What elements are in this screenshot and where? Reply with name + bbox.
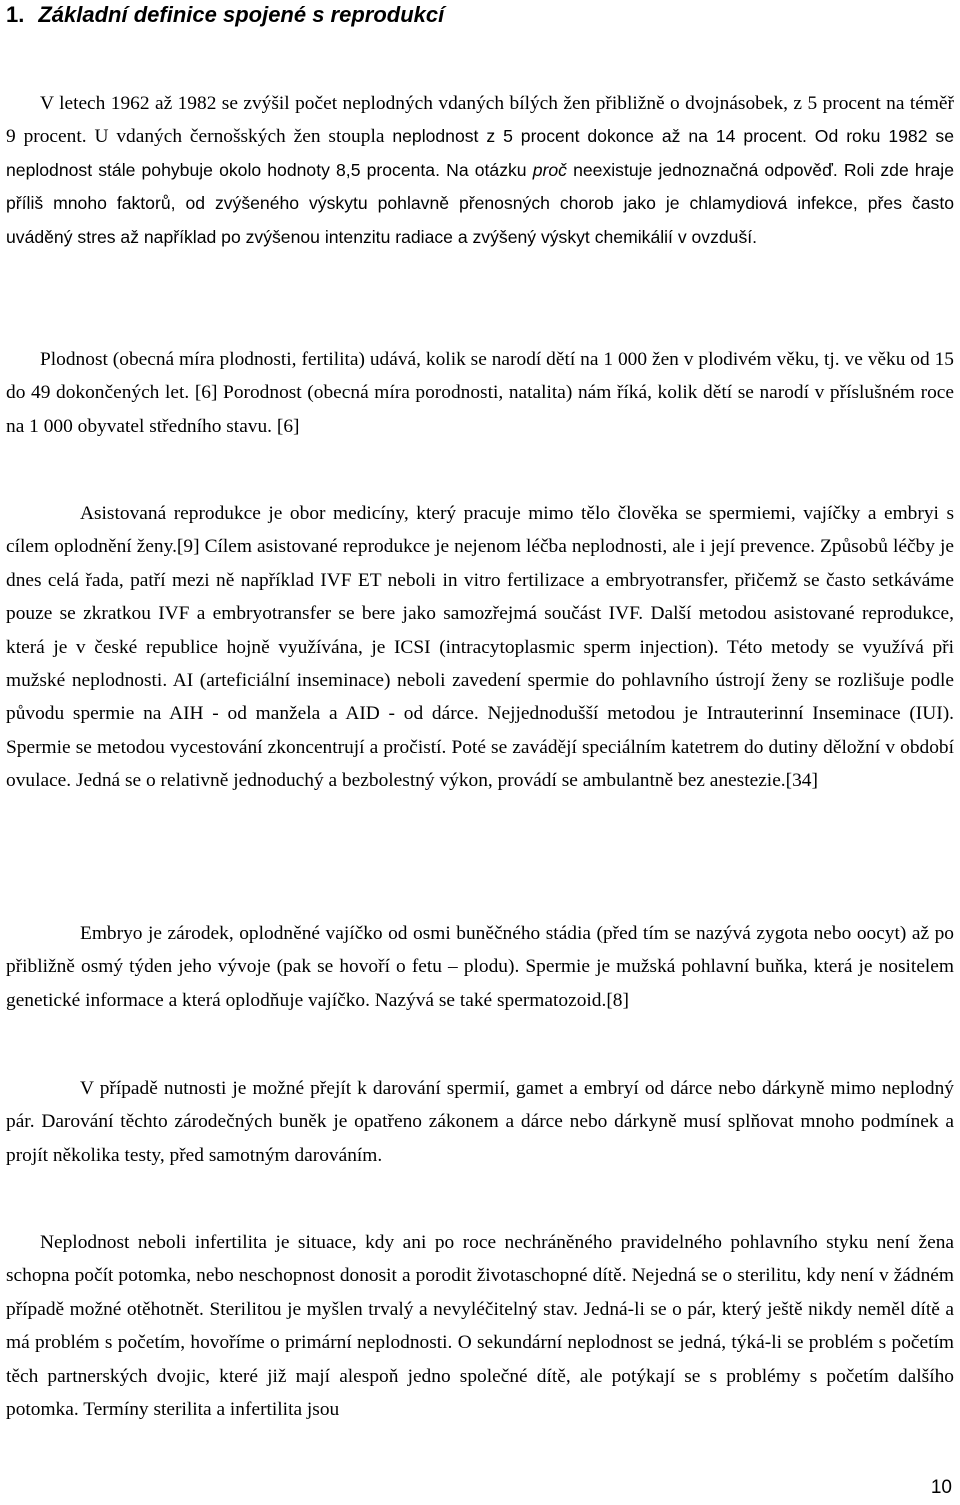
paragraph-fertility-definition — [6, 343, 954, 443]
paragraph-infertility-definition — [6, 1226, 954, 1426]
paragraph-text: Asistovaná reprodukce je obor medicíny, který pracuje mimo tělo člověka se spermiemi, vajíčky a embryi s cílem oplodnění ženy.[9] Cílem asistované reprodukce je nejenom léčba neplodnosti, ale i její prevence. Způsobů léčby je dnes celá řada, patří mezi ně například IVF ET neboli in vitro fertilizace a embryotransfer, přičemž se často setkáváme pouze se zkratkou IVF a embryotransfer se bere jako samozřejmá součást IVF. Další metodou asistované reprodukce, která je v české republice hojně využívána, je ICSI (intracytoplasmic sperm injection). Této metody se využívá při mužské neplodnosti. AI (arteficiální inseminace) neboli zavedení spermie do pohlavního ústrojí ženy se rozlišuje podle původu spermie na AIH - od manžela a AID - od dárce. Nejjednodušší metodou je Intrauterinní Inseminace (IUI). Spermie se metodou vycestování zkoncentrují a pročistí. Poté se zavádějí speciálním katetrem do dutiny děložní v období ovulace. Jedná se o relativně jednoduchý a bezbolestný výkon, provádí se ambulantně bez anestezie.[34] — [6, 503, 954, 792]
paragraph-text-part: neexistuje jednoznačná odpověď. Roli zde hraje příliš mnoho faktorů, od zvýšeného výskytu pohlavně přenosných chorob jako je chlamydiová infekce, přes často uváděný stres až například po zvýšenou intenzitu radiace a zvýšený výskyt chemikálií v ovzduší. — [6, 159, 955, 247]
paragraph-text-part: neplodnost z 5 procent dokonce až na 14 procent. Od roku 1982 se neplodnost stále pohybuje okolo hodnoty 8,5 procenta. Na otázku — [6, 126, 954, 180]
section-number: 1. — [6, 2, 25, 27]
paragraph-text: V letech 1962 až 1982 se zvýšil počet neplodných vdaných bílých žen přibližně o dvojnásobek, z 5 procent na téměř 9 procent. U vdaných černošských žen stoupla — [6, 93, 954, 148]
paragraph-text: Embryo je zárodek, oplodněné vajíčko od osmi buněčného stádia (před tím se nazývá zygota nebo oocyt) až po přibližně osmý týden jeho vývoje (pak se hovoří o fetu – plodu). Spermie je mužská pohlavní buňka, která je nositelem genetické informace a která oplodňuje vajíčko. Nazývá se také spermatozoid.[8] — [6, 923, 954, 1011]
paragraph-infertility-statistics — [6, 87, 954, 254]
emphasis-text: proč — [532, 159, 567, 180]
section-title: Základní definice spojené s reprodukcí — [38, 2, 445, 27]
paragraph-text: Plodnost (obecná míra plodnosti, fertilita) udává, kolik se narodí dětí na 1 000 žen v plodivém věku, tj. ve věku od 15 do 49 dokončených let. [6] Porodnost (obecná míra porodnosti, natalita) nám říká, kolik dětí se narodí v příslušném roce na 1 000 obyvatel středního stavu. [6] — [6, 349, 954, 437]
paragraph-donation — [6, 1072, 954, 1172]
section-heading — [6, 0, 444, 30]
page-number: 10 — [930, 1477, 952, 1498]
paragraph-assisted-reproduction — [6, 497, 954, 798]
paragraph-embryo-definition — [6, 917, 954, 1017]
paragraph-text: Neplodnost neboli infertilita je situace, kdy ani po roce nechráněného pravidelného pohlavního styku není žena schopna počít potomka, nebo neschopnost donosit a porodit životaschopné dítě. Nejedná se o sterilitu, kdy není v žádném případě možné otěhotnět. Sterilitou je myšlen trvalý a nevyléčitelný stav. Jedná-li se o pár, který ještě nikdy neměl dítě a má problém s početím, hovoříme o primární neplodnosti. O sekundární neplodnost se jedná, týká-li se problém s početím těch partnerských dvojic, které již mají alespoň jedno společné dítě, ale potýkají se s problémy s početím dalšího potomka. Termíny sterilita a infertilita jsou — [6, 1232, 954, 1421]
paragraph-text: V případě nutnosti je možné přejít k darování spermií, gamet a embryí od dárce nebo dárkyně mimo neplodný pár. Darování těchto zárodečných buněk je opatřeno zákonem a dárce nebo dárkyně musí splňovat mnoho podmínek a projít několika testy, před samotným darováním. — [6, 1078, 954, 1166]
